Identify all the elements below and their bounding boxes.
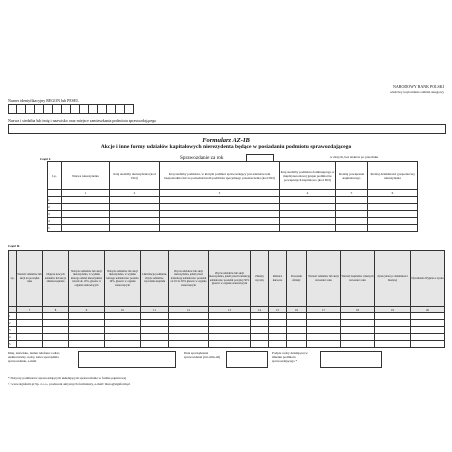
p1-num: 5 [336,190,368,197]
p2-h-col: Zbycie udziałów lub akcji nierezydenta, jeżeli przed transakcją udziałowiec posiadał od 10 do 50% głosów w organie stanowiącym [169,251,209,307]
date-field[interactable] [226,351,268,368]
p1-h-lp: Lp. [48,162,62,190]
p2-num: 18 [341,307,375,313]
table-row [48,204,418,211]
p2-num: 11 [141,307,169,313]
table-row [48,225,418,232]
p2-h-col: Objęcie nowych udziałów lub akcji, zmiana kapitału [43,251,69,307]
p2-h-lp: Lp. [9,251,17,307]
table-row [48,211,418,218]
p2-h-col: Nabycie udziałów lub akcji nierezydenta, w wyniku którego udział nierezydenta wzrósł do 10%, głosów w organie stanowiącym [69,251,105,307]
p2-num: 8 [43,307,69,313]
p2-h-col: Zysk (strata) z działalności bieżącej [375,251,411,307]
table-row [48,197,418,204]
part1-label: Część I. [40,157,51,161]
p1-h-investor-country: Kraj siedziby podmiotu, w którym podmiot sprawozdający jest udziałowcem bezpośrednio lub za pośrednictwem podmiotu specjalnego przeznaczenia (kod ISO) [160,162,280,190]
table-row [9,341,445,348]
p1-h-name: Nazwa nierezydenta [62,162,110,190]
regon-field[interactable] [8,104,134,114]
footnote: * Dotyczy podmiotów sprawozdających składających sprawozdanie w formie papierowej [8,376,127,380]
row-number: 5 [9,341,17,348]
regon-label: Numer identyfikacyjny REGON lub PESEL [8,98,79,103]
date-label: Data sporządzenia sprawozdania (rrrr-mm-dd) [184,351,221,359]
p2-h-col: Wartość kapitałów własnych na koniec roku [341,251,375,307]
row-number: 4 [9,334,17,341]
bank-branch: właściwy terytorialnie oddział okręgowy [390,90,444,94]
p1-h-parent-country: Kraj siedziby podmiotu dominującego w międzynarodowej grupie podmiotów powiązanych kapitałowo (kod ISO) [280,162,336,190]
p2-h-col: Nabycie udziałów lub akcji nierezydenta, w wyniku którego udziałowiec posiada 10%, głosów w organie stanowiącym [105,251,141,307]
signature-label: Podpis osoby działającej w imieniu podmiotu sprawozdającego * [272,351,308,363]
p2-h-col: Pozostałe zmiany [287,251,307,307]
row-number: 1 [48,197,62,204]
row-number: 4 [48,218,62,225]
row-number: 1 [9,313,17,320]
row-number: 2 [9,320,17,327]
bank-name: NARODOWY BANK POLSKI [393,84,444,89]
part1-table [47,161,418,232]
signature-field[interactable] [320,351,382,368]
report-year-label: Sprawozdanie za rok [180,155,224,161]
row-number: 3 [9,327,17,334]
p1-num: 3 [160,190,280,197]
row-number: 2 [48,204,62,211]
table-row [48,218,418,225]
p2-num: 19 [375,307,411,313]
p2-h-col: Dywidenda Wypłata z zysku [411,251,445,307]
form-title: Formularz AZ-IB [202,137,250,144]
p1-num: 6 [368,190,418,197]
p2-h-col: Wartość udziałów lub akcji na początku roku [17,251,43,307]
person-label: Imię, nazwisko, numer telefonu i adres elektroniczny osoby, która sporządziła sprawozdanie, e-mail. [8,351,60,363]
p2-h-col: Zmiany wyceny [251,251,269,307]
p2-num: 16 [287,307,307,313]
name-field[interactable] [8,124,446,134]
form-subtitle: Akcje i inne formy udziałów kapitałowych nierezydenta będące w posiadaniu podmiotu sprawozdającego [100,144,352,150]
p2-num: 9 [69,307,105,313]
p2-h-col: Wartość udziałów lub akcji na koniec roku [307,251,341,307]
p2-num: 10 [105,307,141,313]
p2-num: 12 [169,307,209,313]
p2-num: 20 [411,307,445,313]
person-field[interactable] [78,351,176,368]
p2-num: 15 [269,307,287,313]
p2-num: 13 [209,307,251,313]
table-row [9,327,445,334]
p2-h-col: Różnice kursowe [269,251,287,307]
p1-num: 1 [62,190,110,197]
p2-num: 14 [251,307,269,313]
table-row [9,334,445,341]
p1-h-country: Kraj siedziby nierezydenta (kod ISO) [110,162,160,190]
p2-num: 7 [17,307,43,313]
currency-note: w złotych, bez znaków po przecinku [330,155,379,159]
part2-table [8,250,445,348]
copyright: © www.signform.pl Sp. z o.o., producent aktywnych formularzy, e-mail: biuro@signform.pl [8,382,131,386]
p1-num: 2 [110,190,160,197]
p2-h-col: Likwidacja podmiotu, zbycie udziałów, wycofanie kapitału [141,251,169,307]
p2-num: 17 [307,307,341,313]
table-row [9,320,445,327]
table-row [9,313,445,320]
p1-h-activity: Rodzaj działalności gospodarczej nierezydenta [368,162,418,190]
p2-h-col: Zbycie udziałów lub akcji nierezydenta, jeżeli przed transakcją udziałowiec posiadał powyżej 50% głosów w organie stanowiącym [209,251,251,307]
name-label: Nazwa i siedziba lub imię i nazwisko oraz miejsce zamieszkania podmiotu sprawozdającego [8,118,157,123]
part2-label: Część II. [8,244,21,248]
p1-h-link-type: Rodzaj powiązania kapitałowego [336,162,368,190]
row-number: 5 [48,225,62,232]
row-number: 3 [48,211,62,218]
p1-num: 4 [280,190,336,197]
